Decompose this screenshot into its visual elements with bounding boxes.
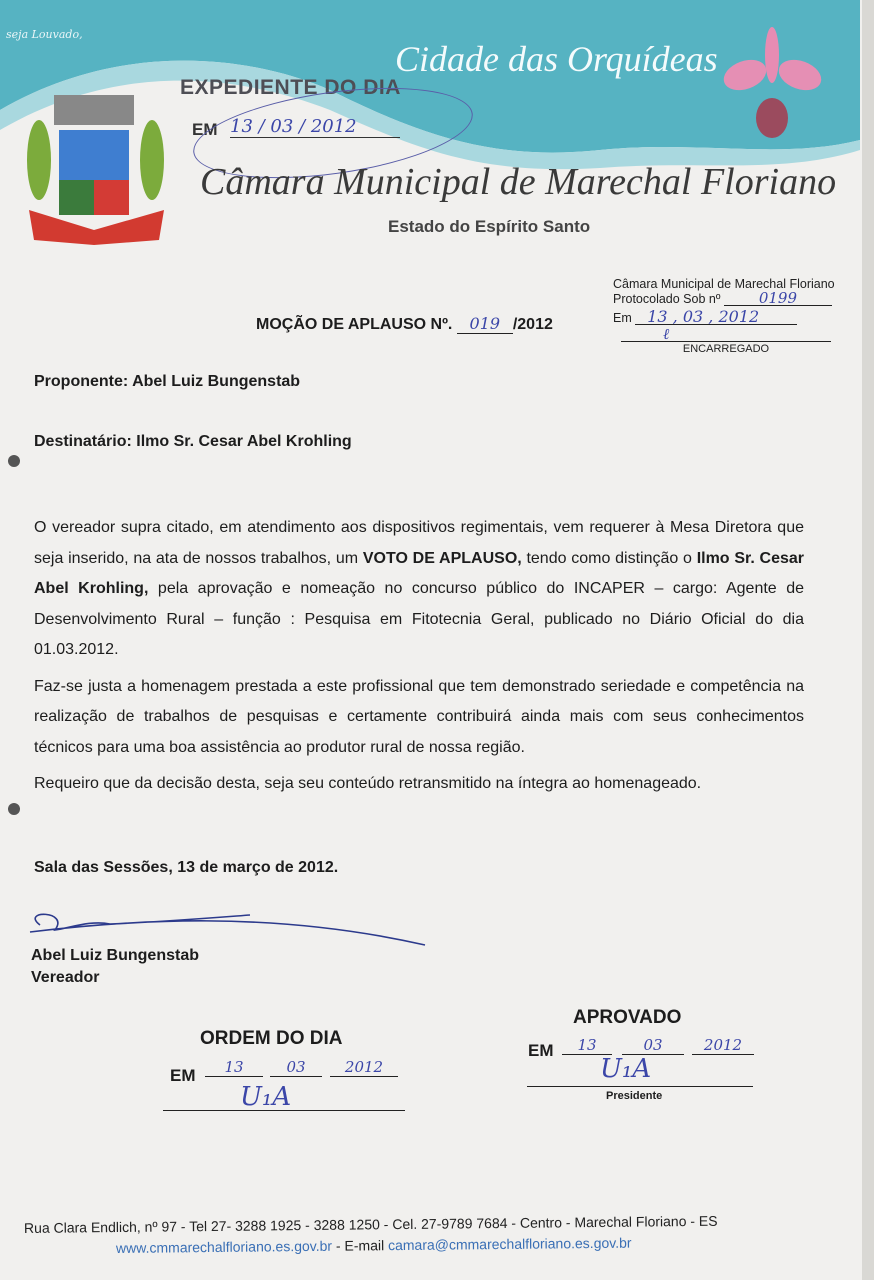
punch-hole [8,455,20,467]
motto: seja Louvado, [6,28,83,41]
aprovado-signature: U₁A [600,1054,652,1084]
page-edge [862,0,874,1280]
ordem-month: 03 [270,1058,322,1077]
footer-contact [116,1235,632,1256]
punch-hole [8,803,20,815]
expediente-em-label: EM [192,120,218,139]
aprovado-day: 13 [562,1036,612,1055]
protocol-em-label: Em [613,311,632,325]
institution-name: Câmara Municipal de Marechal Floriano [200,161,837,203]
footer-website-link[interactable]: www.cmmarechalfloriano.es.gov.br [115,1237,333,1256]
protocol-line1: Câmara Municipal de Marechal Floriano [613,277,835,291]
signatory-name: Abel Luiz Bungenstab [31,947,199,964]
body-paragraph-3: Requeiro que da decisão desta, seja seu conteúdo retransmitido na íntegra ao homenageado. [34,775,702,792]
recipient: Destinatário: Ilmo Sr. Cesar Abel Krohling [34,433,352,450]
aprovado-signature-line [527,1086,753,1087]
ordem-signature-line [163,1110,405,1111]
ordem-day: 13 [205,1058,263,1077]
signatory-role: Vereador [31,969,100,986]
ordem-do-dia-title: ORDEM DO DIA [200,1028,343,1049]
body-paragraph-2: Faz-se justa a homenagem prestada a este profissional que tem demonstrado seriedade e competência na realização de trabalhos de pesquisas e certamente contribuirá ainda mais com seus conhecimentos técnicos para uma boa assistência ao produtor rural de nossa região. [34,677,804,756]
motion-title-suffix: /2012 [512,316,553,333]
expediente-date: 13 / 03 / 2012 [230,116,400,138]
aprovado-title: APROVADO [573,1007,682,1028]
motion-title [256,314,553,334]
proponent: Proponente: Abel Luiz Bungenstab [34,373,301,390]
protocol-signature: ℓ [663,325,670,343]
aprovado-em-label: EM [528,1041,554,1060]
aprovado-month: 03 [622,1036,684,1055]
protocol-line2: Protocolado Sob nº [613,292,721,306]
motion-body [34,513,804,806]
protocol-footer: ENCARREGADO [621,341,831,356]
protocol-number: 0199 [724,291,832,306]
footer-email-label: - E-mail [331,1237,389,1254]
ordem-signature: U₁A [240,1082,292,1112]
aprovado-year: 2012 [692,1036,754,1055]
body-paragraph-1: O vereador supra citado, em atendimento aos dispositivos regimentais, vem requerer à Mesa Diretora que seja inserido, na ata de nossos trabalhos, um VOTO DE APLAUSO, tendo como distinção o Ilmo Sr. Cesar Abel Krohling, pela aprovação e nomeação no concurso público do INCAPER – cargo: Agente de Desenvolvimento Rural – função : Pesquisa em Fitotecnia Geral, publicado no Diário Oficial do dia 01.03.2012. [34,519,805,658]
footer-email-link[interactable]: camara@cmmarechalfloriano.es.gov.br [387,1234,632,1254]
motion-number: 019 [457,314,513,334]
signature-proponent [10,900,430,950]
place-date: Sala das Sessões, 13 de março de 2012. [34,859,339,876]
protocol-stamp [613,277,835,356]
ordem-year: 2012 [330,1058,398,1077]
expediente-stamp-title: EXPEDIENTE DO DIA [180,76,401,99]
ordem-em-label: EM [170,1066,196,1085]
slogan: Cidade das Orquídeas [395,39,718,79]
protocol-date: 13 , 03 , 2012 [635,310,797,325]
state-name: Estado do Espírito Santo [388,217,591,236]
signatory [31,945,199,989]
motion-title-prefix: MOÇÃO DE APLAUSO Nº. [256,316,453,333]
footer-address: Rua Clara Endlich, nº 97 - Tel 27- 3288 1925 - 3288 1250 - Cel. 27-9789 7684 - Centro - Marechal Floriano - ES [23,1212,718,1236]
aprovado-footer: Presidente [606,1090,663,1102]
municipal-crest-icon [24,90,169,250]
